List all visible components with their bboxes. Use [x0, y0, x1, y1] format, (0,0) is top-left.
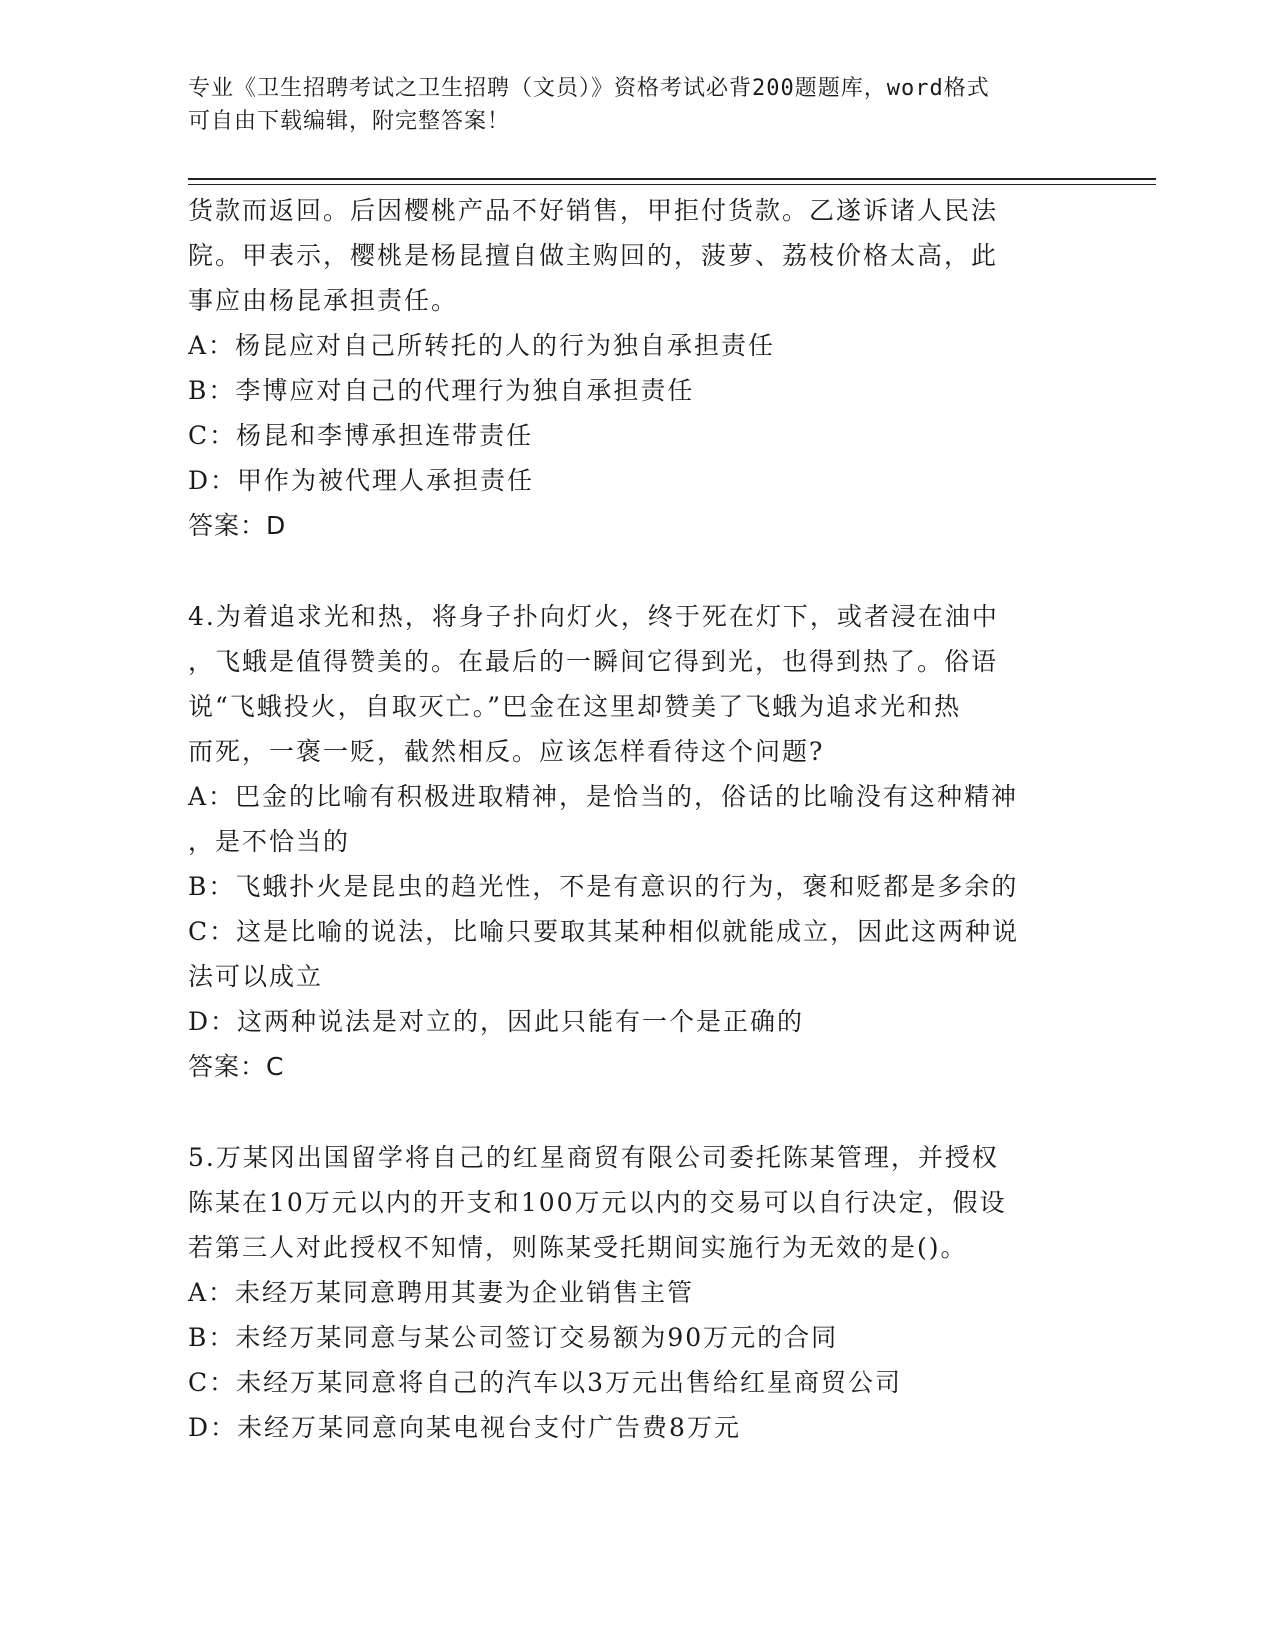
question-3-stem-line-3: 事应由杨昆承担责任。 — [188, 286, 459, 315]
question-3-option-b: B：李博应对自己的代理行为独自承担责任 — [188, 376, 695, 405]
header-title-line-2: 可自由下载编辑，附完整答案！ — [188, 109, 511, 134]
question-3-answer: 答案：D — [188, 511, 287, 540]
header-divider-thin — [188, 184, 1156, 185]
question-4-option-a-line-1: A：巴金的比喻有积极进取精神，是恰当的，俗话的比喻没有这种精神 — [188, 782, 1019, 811]
question-5 — [188, 1135, 1088, 1450]
question-4-answer: 答案：C — [188, 1052, 285, 1081]
question-5-stem-line-3: 若第三人对此授权不知情，则陈某受托期间实施行为无效的是()。 — [188, 1233, 968, 1262]
question-4-stem-line-3: 说“飞蛾投火，自取灭亡。”巴金在这里却赞美了飞蛾为追求光和热 — [188, 692, 962, 721]
header-divider-thick — [188, 178, 1156, 180]
spacer — [188, 548, 1088, 594]
question-5-option-c: C：未经万某同意将自己的汽车以3万元出售给红星商贸公司 — [188, 1368, 903, 1397]
question-5-option-d: D：未经万某同意向某电视台支付广告费8万元 — [188, 1413, 741, 1442]
question-4 — [188, 594, 1088, 1089]
question-3-option-c: C：杨昆和李博承担连带责任 — [188, 421, 534, 450]
question-4-option-b: B：飞蛾扑火是昆虫的趋光性，不是有意识的行为，褒和贬都是多余的 — [188, 872, 1019, 901]
question-4-stem-line-1: 4.为着追求光和热，将身子扑向灯火，终于死在灯下，或者浸在油中 — [188, 602, 999, 631]
question-3-option-d: D：甲作为被代理人承担责任 — [188, 466, 535, 495]
header-title-line-1: 专业《卫生招聘考试之卫生招聘（文员）》资格考试必背200题题库，word格式 — [188, 76, 990, 101]
question-4-option-c-line-1: C：这是比喻的说法，比喻只要取其某种相似就能成立，因此这两种说 — [188, 917, 1020, 946]
question-4-option-d: D：这两种说法是对立的，因此只能有一个是正确的 — [188, 1007, 805, 1036]
question-3-stem-line-1: 货款而返回。后因樱桃产品不好销售，甲拒付货款。乙遂诉诸人民法 — [188, 196, 999, 225]
question-5-option-a: A：未经万某同意聘用其妻为企业销售主管 — [188, 1278, 695, 1307]
question-3 — [188, 188, 1088, 548]
document-body — [188, 188, 1088, 1450]
question-3-option-a: A：杨昆应对自己所转托的人的行为独自承担责任 — [188, 331, 776, 360]
spacer — [188, 1089, 1088, 1135]
question-4-option-a-line-2: ，是不恰当的 — [188, 827, 351, 856]
question-5-stem-line-2: 陈某在10万元以内的开支和100万元以内的交易可以自行决定，假设 — [188, 1188, 1007, 1217]
question-4-stem-line-4: 而死，一褒一贬，截然相反。应该怎样看待这个问题? — [188, 737, 825, 766]
question-5-stem-line-1: 5.万某冈出国留学将自己的红星商贸有限公司委托陈某管理，并授权 — [188, 1143, 999, 1172]
question-3-stem-line-2: 院。甲表示，樱桃是杨昆擅自做主购回的，菠萝、荔枝价格太高，此 — [188, 241, 999, 270]
page-header — [188, 72, 1088, 138]
question-4-stem-line-2: ，飞蛾是值得赞美的。在最后的一瞬间它得到光，也得到热了。俗语 — [188, 647, 999, 676]
question-5-option-b: B：未经万某同意与某公司签订交易额为90万元的合同 — [188, 1323, 839, 1352]
question-4-option-c-line-2: 法可以成立 — [188, 962, 324, 991]
